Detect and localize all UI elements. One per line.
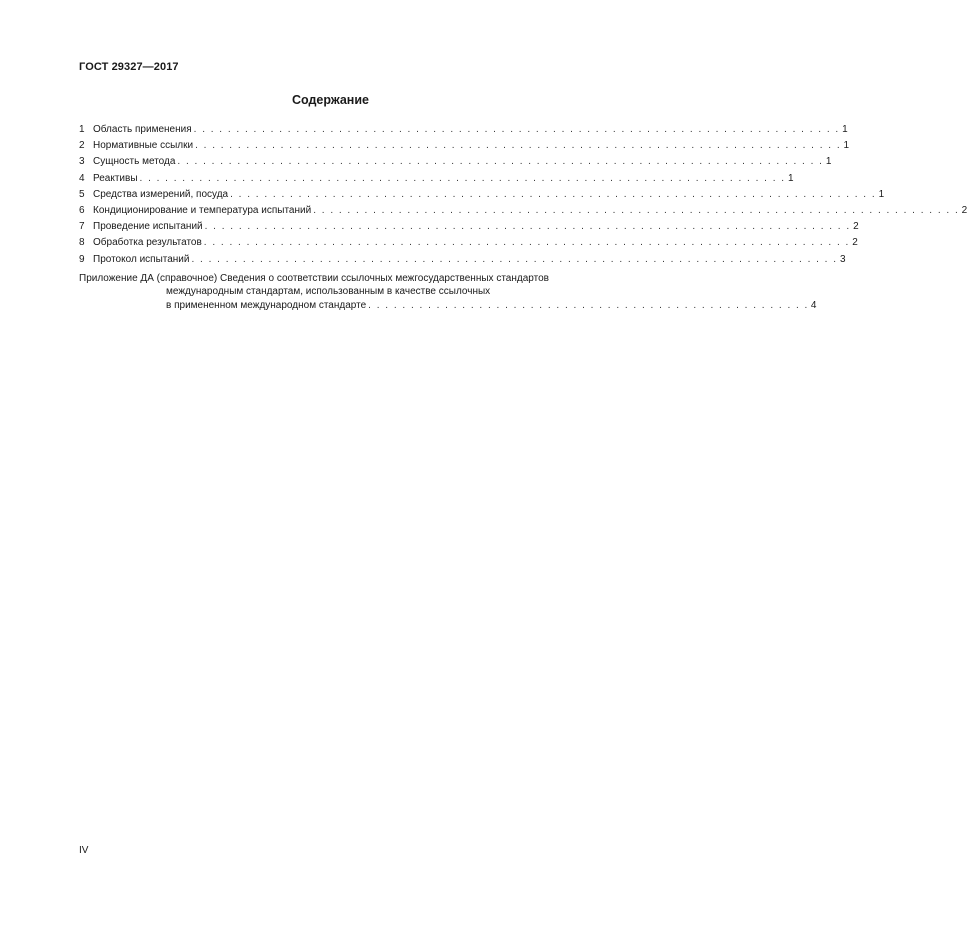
toc-entry-number: 8 [79,237,85,249]
toc-entry-label: Протокол испытаний [93,253,190,265]
toc-entry-label: Обработка результатов [93,237,202,249]
toc-entry-number: 7 [79,221,85,233]
toc-entry[interactable] [79,124,848,140]
toc-leader-dots: . . . . . . . . . . . . . . . . . . . . . . . . . . . . . . . . . . . . . . . . . . . . . . . . . . . . . . . . . . . . . . . . . . . . . . . . . . . . [204,221,851,233]
toc-leader-dots: . . . . . . . . . . . . . . . . . . . . . . . . . . . . . . . . . . . . . . . . . . . . . . . . . . . . . . . . . . . . . . . . . . . . . . . . . . . . [193,124,840,135]
toc-leader-dots: . . . . . . . . . . . . . . . . . . . . . . . . . . . . . . . . . . . . . . . . . . . . . . . . . . . . . . . . . . . . . . . . . . . . . . . . . . . . [139,172,786,184]
toc-entry-label: Средства измерений, посуда [93,188,229,200]
toc-entry-number: 5 [79,188,85,200]
toc-entry-page: 1 [825,156,832,168]
toc-entry-label: Реактивы [93,172,138,184]
toc-entry[interactable] [79,188,885,205]
toc-leader-dots: . . . . . . . . . . . . . . . . . . . . . . . . . . . . . . . . . . . . . . . . . . . . . . . . . . . . . . . . . . . . . . . . . . . . . . . . . . . . [195,140,842,152]
toc-entry-number: 3 [79,156,85,168]
toc-entry-number: 6 [79,204,85,216]
toc-entry-number: 1 [79,124,85,135]
toc-entry[interactable] [79,221,859,237]
toc-entry-page: 1 [843,140,850,152]
toc-entry-page: 1 [842,124,848,135]
toc-entry-number: 9 [79,253,85,265]
toc-entry[interactable] [79,237,858,253]
toc-leader-dots: . . . . . . . . . . . . . . . . . . . . . . . . . . . . . . . . . . . . . . . . . . . . . . . . . . . . . . . . . . . . . . . . . . . . . . . . . . . . [177,156,824,168]
appendix-title-line: в примененном международном стандарте [166,299,367,311]
toc-entry[interactable] [79,253,846,270]
table-of-contents [79,124,967,312]
toc-entry-number: 2 [79,140,85,152]
toc-leader-dots: . . . . . . . . . . . . . . . . . . . . . . . . . . . . . . . . . . . . . . . . . . . . . . . . . . . . . . . . . . . . . . . . . . . . . . . . . . . . [230,188,877,200]
toc-entry-label: Кондиционирование и температура испытаний [93,204,312,216]
appendix-title-line: Приложение ДА (справочное) Сведения о соответствии ссылочных межгосударственных стандартов [79,272,549,284]
toc-entry-number: 4 [79,172,85,184]
appendix-title-line: международным стандартам, использованным в качестве ссылочных [166,286,491,298]
toc-entry[interactable] [79,140,850,156]
document-id: ГОСТ 29327—2017 [79,61,179,73]
toc-leader-dots: . . . . . . . . . . . . . . . . . . . . . . . . . . . . . . . . . . . . . . . . . . . . . . . . . . . . . . . . . . . . . . . . . . . . . . . . . . . . [313,204,960,216]
toc-entry[interactable] [79,204,967,221]
page-title: Содержание [291,93,369,107]
toc-leader-dots: . . . . . . . . . . . . . . . . . . . . . . . . . . . . . . . . . . . . . . . . . . . . . . . . . . . . [368,299,809,311]
toc-entry[interactable] [79,156,832,172]
toc-entry[interactable] [79,172,794,189]
toc-entry-label: Область применения [93,124,192,135]
toc-entry-page: 4 [810,299,817,311]
toc-entry-page: 1 [787,172,794,184]
toc-entry-page: 2 [853,221,859,233]
toc-appendix-entry[interactable] [79,272,817,313]
toc-entry-label: Сущность метода [93,156,176,168]
toc-entry-page: 2 [852,237,858,249]
toc-entry-page: 2 [961,204,967,216]
toc-entry-page: 1 [878,188,885,200]
toc-entry-label: Нормативные ссылки [93,140,194,152]
appendix-last-line [79,299,817,313]
page-number: IV [79,845,89,856]
toc-leader-dots: . . . . . . . . . . . . . . . . . . . . . . . . . . . . . . . . . . . . . . . . . . . . . . . . . . . . . . . . . . . . . . . . . . . . . . . . . . . . [203,237,850,249]
toc-entry-label: Проведение испытаний [93,221,203,233]
toc-entry-page: 3 [839,253,846,265]
toc-leader-dots: . . . . . . . . . . . . . . . . . . . . . . . . . . . . . . . . . . . . . . . . . . . . . . . . . . . . . . . . . . . . . . . . . . . . . . . . . . . . [191,253,838,265]
